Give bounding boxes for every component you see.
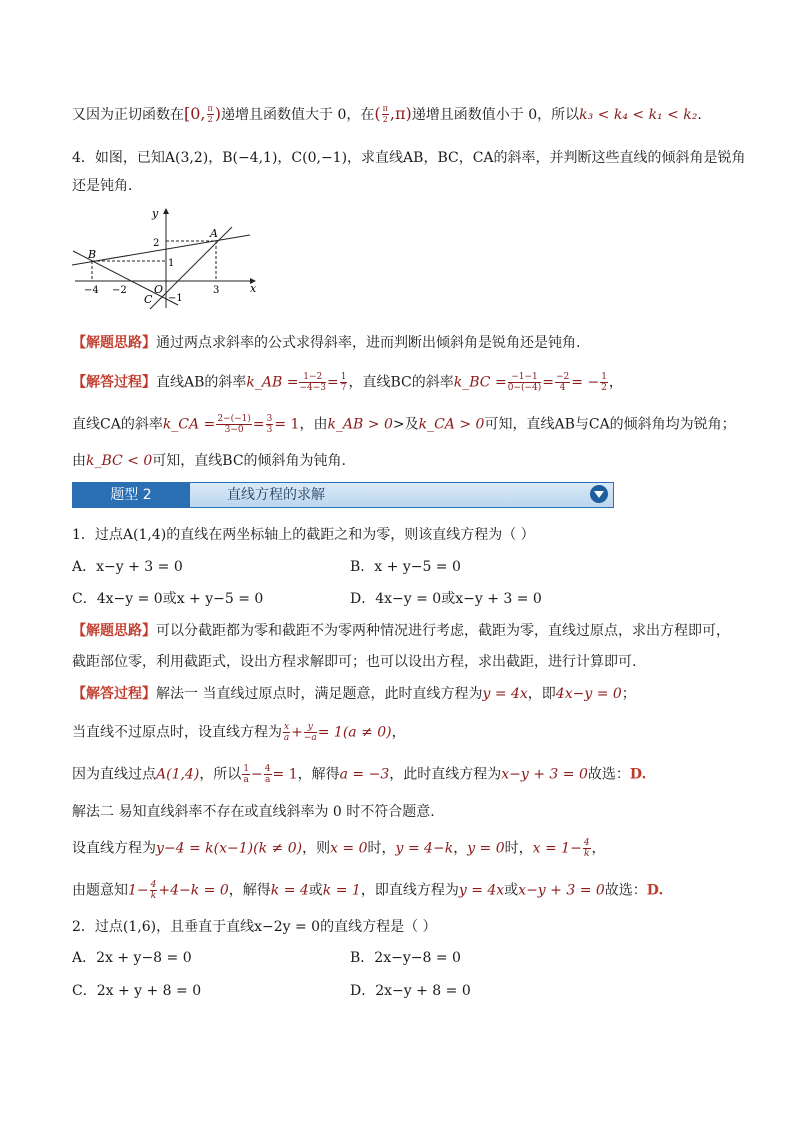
coordinate-figure — [70, 205, 270, 310]
question-4-stem-cont: 还是钝角． — [72, 178, 142, 194]
tick-neg4: −4 — [84, 285, 99, 296]
tick-neg1: −1 — [168, 293, 183, 304]
idea-tag: 【解题思路】 — [72, 335, 156, 351]
option-c: C．4x−y = 0或x + y−5 = 0 — [72, 591, 264, 607]
option-b: B．x + y−5 = 0 — [350, 559, 461, 575]
section-label: 题型 2 — [72, 482, 190, 508]
tick-neg2: −2 — [112, 285, 127, 296]
option-a: A．2x + y−8 = 0 — [72, 950, 192, 966]
interval-0-pi-2: [0, $\frac{\pi}{2}$ ) — [184, 104, 222, 124]
tick-3: 3 — [213, 285, 220, 296]
section-banner — [72, 482, 614, 508]
option-c: C．2x + y + 8 = 0 — [72, 983, 202, 999]
tick-1: 1 — [168, 258, 175, 269]
tangent-conclusion-line — [72, 104, 732, 125]
solution-1-point-slope: 设直线方程为y−4 = k(x−1)(k ≠ 0)，则x = 0时，y = 4−k，y = 0时，x = 1− $\frac{4}{k}$ ， — [72, 838, 606, 859]
solution-4-step2: 直线CA的斜率k_CA = $\frac{2-(-1)}{3-0}$ = $\frac{3}{3}$ = 1，由k_AB > 0>及k_CA > 0可知，直线AB与CA的倾斜角均为锐角； — [72, 414, 736, 435]
solution-4-idea — [72, 333, 732, 353]
solution-4-step1: 【解答过程】直线AB的斜率k_AB = $\frac{1-2}{-4-3}$ = $\frac{1}{7}$ ，直线BC的斜率k_BC = $\frac{-1-1}{0-(-4)}$ = $\frac{-2}{4}$ = − $\frac{1}{2}$ ， — [72, 372, 623, 393]
solution-1-method2: 解法二 易知直线斜率不存在或直线斜率为 0 时不符合题意. — [72, 804, 435, 820]
solution-1-idea-cont: 截距部位零，利用截距式，设出方程求解即可；也可以设出方程，求出截距，进行计算即可. — [72, 654, 637, 670]
idea-tag: 【解题思路】 — [72, 623, 156, 639]
section-title: 直线方程的求解 — [182, 482, 614, 508]
solution-1-intercept-form: 当直线不过原点时，设直线方程为 $\frac{x}{a}$ + $\frac{y}{-a}$ = 1(a ≠ 0)， — [72, 722, 406, 743]
chevron-down-icon[interactable] — [590, 485, 608, 503]
interval-pi-2-pi: ( $\frac{\pi}{2}$ ,π) — [374, 104, 412, 124]
option-a: A．x−y + 3 = 0 — [72, 559, 183, 575]
solution-1-method1: 【解答过程】解法一 当直线过原点时，满足题意，此时直线方程为y = 4x，即4x−y = 0； — [72, 686, 636, 702]
point-c-label: C — [144, 293, 153, 306]
option-d: D．2x−y + 8 = 0 — [350, 983, 471, 999]
question-1-stem: 1．过点A(1,4)的直线在两坐标轴上的截距之和为零，则该直线方程为（ ） — [72, 527, 535, 543]
text: 通过两点求斜率的公式求得斜率，进而判断出倾斜角是锐角还是钝角. — [156, 335, 581, 351]
solution-4-step3: 由k_BC < 0可知，直线BC的倾斜角为钝角. — [72, 453, 346, 469]
option-d: D．4x−y = 0或x−y + 3 = 0 — [350, 591, 542, 607]
tick-2: 2 — [153, 238, 160, 249]
process-tag: 【解答过程】 — [72, 686, 156, 702]
point-a-label: A — [210, 227, 218, 240]
y-axis-label: y — [152, 207, 159, 220]
line-ca — [150, 227, 232, 309]
text: . — [697, 107, 702, 123]
solution-1-idea: 【解题思路】可以分截距都为零和截距不为零两种情况进行考虑，截距为零，直线过原点，求出方程即可， — [72, 623, 730, 639]
x-axis-label: x — [250, 282, 257, 295]
question-4-stem: 4．如图，已知A(3,2)，B(−4,1)，C(0,−1)，求直线AB，BC，CA的斜率，并判断这些直线的倾斜角是锐角 — [72, 150, 746, 166]
solution-1-solve-k: 由题意知1− $\frac{4}{k}$ +4−k = 0，解得k = 4或k = 1，即直线方程为y = 4x或x−y + 3 = 0故选：D. — [72, 880, 664, 901]
process-tag: 【解答过程】 — [72, 374, 156, 391]
text: 递增且函数值小于 0，所以 — [411, 107, 580, 123]
slope-order: k₃ < k₄ < k₁ < k₂ — [579, 107, 698, 123]
option-b: B．2x−y−8 = 0 — [350, 950, 461, 966]
question-2-stem: 2．过点(1,6)，且垂直于直线x−2y = 0的直线方程是（ ） — [72, 919, 437, 935]
point-b-label: B — [88, 248, 97, 261]
origin-label: O — [154, 283, 164, 296]
text: 又因为正切函数在 — [72, 107, 184, 123]
solution-1-solve-a: 因为直线过点A(1,4)，所以 $\frac{1}{a}$ − $\frac{4}{a}$ = 1，解得a = −3，此时直线方程为x−y + 3 = 0故选：D. — [72, 764, 647, 785]
text: 递增且函数值大于 0，在 — [221, 107, 375, 123]
